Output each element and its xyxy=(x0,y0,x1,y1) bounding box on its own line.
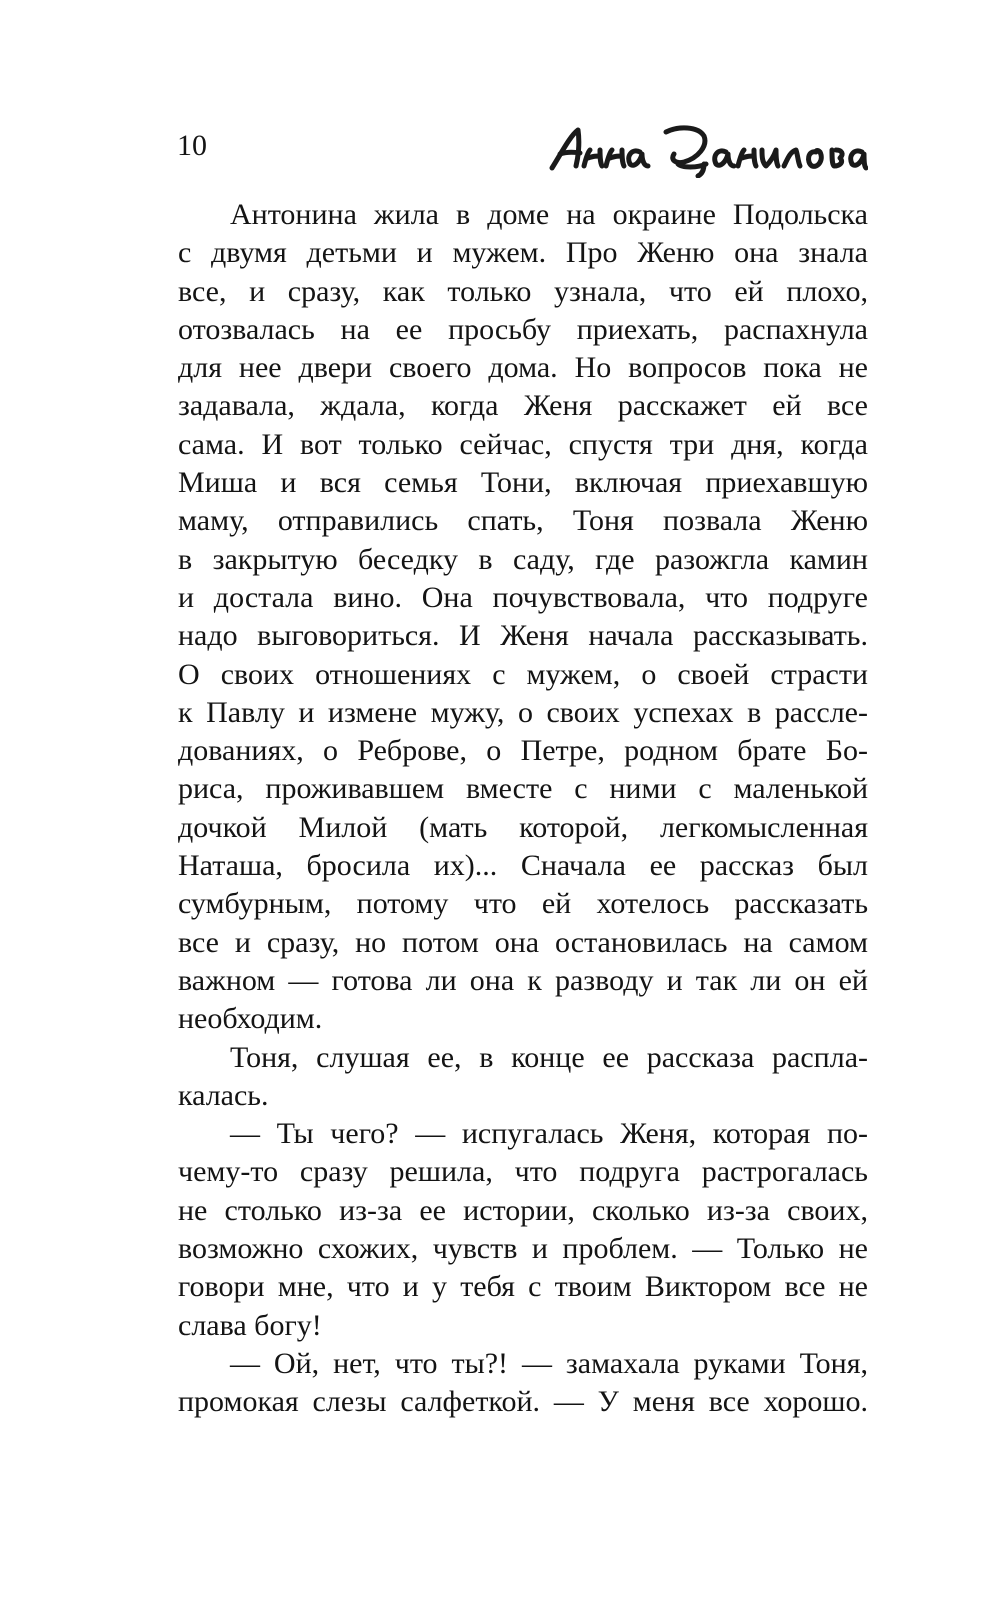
text-line: Тоня, слушая ее, в конце ее рассказа распла- xyxy=(230,1040,868,1074)
text-line: Миша и вся семья Тони, включая приехавшую xyxy=(178,466,868,500)
text-line: — Ой, нет, что ты?! — замахала руками Тоня, xyxy=(230,1346,868,1380)
text-line: необходим. xyxy=(178,1002,323,1036)
text-line: дованиях, о Реброве, о Петре, родном брате Бо- xyxy=(178,734,868,768)
text-line: в закрытую беседку в саду, где разожгла камин xyxy=(178,542,868,576)
text-line: и достала вино. Она почувствовала, что подруге xyxy=(178,580,868,614)
text-line: Антонина жила в доме на окраине Подольска xyxy=(230,198,868,231)
text-line: Наташа, бросила их)... Сначала ее рассказ был xyxy=(178,849,868,883)
page-header xyxy=(0,0,1000,200)
text-line: не столько из-за ее истории, сколько из-за своих, xyxy=(178,1193,868,1227)
text-line: задавала, ждала, когда Женя расскажет ей все xyxy=(178,389,868,423)
text-line: надо выговориться. И Женя начала рассказывать. xyxy=(178,619,868,653)
text-line: риса, проживавшем вместе с ними с маленькой xyxy=(178,772,868,806)
text-line: все, и сразу, как только узнала, что ей плохо, xyxy=(178,274,868,308)
text-line: О своих отношениях с мужем, о своей страсти xyxy=(178,657,868,691)
text-line: слава богу! xyxy=(178,1308,322,1342)
text-line: чему-то сразу решила, что подруга растрогалась xyxy=(178,1155,868,1189)
text-line: для нее двери своего дома. Но вопросов пока не xyxy=(178,351,868,385)
text-line: промокая слезы салфеткой. — У меня все хорошо. xyxy=(178,1385,868,1419)
text-line: отозвалась на ее просьбу приехать, распахнула xyxy=(178,312,868,346)
text-line: калась. xyxy=(178,1078,269,1112)
text-line: все и сразу, но потом она остановилась на самом xyxy=(178,925,868,959)
text-line: сама. И вот только сейчас, спустя три дня, когда xyxy=(178,427,868,461)
text-line: маму, отправились спать, Тоня позвала Женю xyxy=(178,504,868,538)
text-line: возможно схожих, чувств и проблем. — Только не xyxy=(178,1232,868,1266)
text-line: к Павлу и измене мужу, о своих успехах в рассле- xyxy=(178,695,868,729)
text-line: важном — готова ли она к разводу и так ли он ей xyxy=(178,963,868,997)
text-line: дочкой Милой (мать которой, легкомысленная xyxy=(178,810,868,844)
body-text xyxy=(178,196,868,1422)
text-line: говори мне, что и у тебя с твоим Виктором все не xyxy=(178,1270,868,1304)
page-number: 10 xyxy=(177,129,207,162)
text-line: сумбурным, потому что ей хотелось рассказать xyxy=(178,887,868,921)
author-logo xyxy=(548,122,868,178)
text-line: — Ты чего? — испугалась Женя, которая по- xyxy=(230,1117,868,1151)
text-line: с двумя детьми и мужем. Про Женю она знала xyxy=(178,236,868,270)
